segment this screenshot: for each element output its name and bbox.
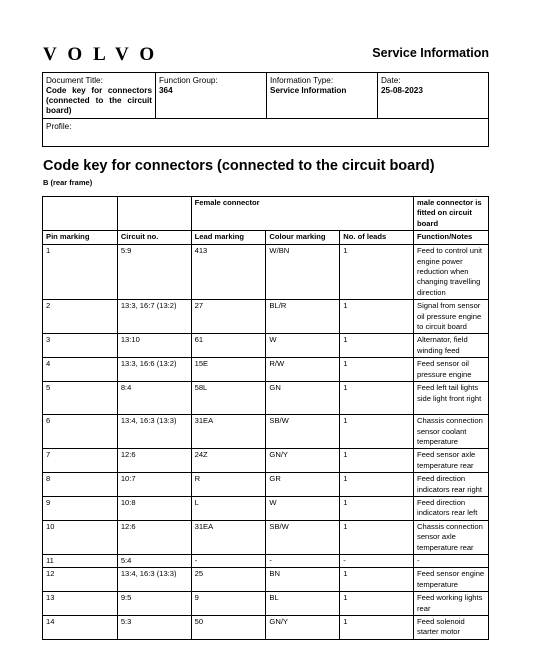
table-cell: W/BN [266,245,340,300]
service-information-heading: Service Information [372,46,489,60]
table-cell: - [414,554,489,567]
table-cell: 9 [191,592,266,616]
table-cell: Feed left tail lights side light front right [414,382,489,415]
table-row [43,334,489,358]
table-cell: 2 [43,300,118,334]
table-cell: 1 [340,592,414,616]
column-header: Function/Notes [414,231,489,245]
document-info-box [42,72,489,147]
group-header-empty [43,197,118,231]
table-row [43,554,489,567]
table-cell: BL/R [266,300,340,334]
table-cell: 31EA [191,520,266,554]
function-group-label: Function Group: [159,76,218,85]
column-header: Circuit no. [117,231,191,245]
document-title-label: Document Title: [46,76,103,85]
table-cell: BN [266,568,340,592]
table-cell: SB/W [266,415,340,449]
table-cell: 13 [43,592,118,616]
table-cell: 3 [43,334,118,358]
table-cell: 1 [340,382,414,415]
table-cell: 1 [340,245,414,300]
table-cell: - [340,554,414,567]
column-header: No. of leads [340,231,414,245]
info-row [43,73,488,119]
table-cell: GN [266,382,340,415]
table-cell: Feed to control unit engine power reduction when changing travelling direction [414,245,489,300]
information-type-cell [266,73,377,118]
table-cell: Chassis connection sensor axle temperature rear [414,520,489,554]
table-cell: 5:4 [117,554,191,567]
table-row [43,382,489,415]
table-cell: 8 [43,473,118,497]
table-cell: R [191,473,266,497]
table-cell: 13:4, 16:3 (13:3) [117,415,191,449]
table-cell: W [266,496,340,520]
function-group-value: 364 [159,86,173,95]
column-header: Colour marking [266,231,340,245]
column-header: Pin marking [43,231,118,245]
volvo-logo: VOLVO [43,44,166,65]
table-cell: GR [266,473,340,497]
column-header: Lead marking [191,231,266,245]
table-row [43,592,489,616]
male-connector-header: male connector is fitted on circuit board [414,197,489,231]
table-cell: 27 [191,300,266,334]
table-cell: 1 [340,449,414,473]
table-cell: 1 [340,616,414,640]
table-cell: Feed direction indicators rear right [414,473,489,497]
table-row [43,358,489,382]
page-subtitle: B (rear frame) [43,178,93,187]
table-cell: 1 [340,473,414,497]
table-row [43,473,489,497]
table-cell: 15E [191,358,266,382]
table-cell: 1 [340,520,414,554]
table-cell: 12:6 [117,449,191,473]
group-header-empty [117,197,191,231]
table-cell: 10:7 [117,473,191,497]
table-cell: 11 [43,554,118,567]
group-header-row [43,197,489,231]
table-row [43,300,489,334]
table-cell: 1 [340,415,414,449]
table-cell: 13:10 [117,334,191,358]
table-cell: Feed direction indicators rear left [414,496,489,520]
table-cell: Feed sensor oil pressure engine [414,358,489,382]
table-cell: 25 [191,568,266,592]
function-group-cell [155,73,266,118]
information-type-value: Service Information [270,86,347,95]
table-cell: Feed sensor axle temperature rear [414,449,489,473]
column-header-row [43,231,489,245]
table-cell: Feed solenoid starter motor [414,616,489,640]
table-cell: 13:3, 16:7 (13:2) [117,300,191,334]
table-cell: Chassis connection sensor coolant temperature [414,415,489,449]
table-cell: 1 [340,334,414,358]
table-cell: 13:4, 16:3 (13:3) [117,568,191,592]
table-cell: SB/W [266,520,340,554]
table-cell: - [266,554,340,567]
table-cell: GN/Y [266,616,340,640]
table-cell: 10:8 [117,496,191,520]
table-cell: 10 [43,520,118,554]
table-cell: Signal from sensor oil pressure engine to circuit board [414,300,489,334]
table-cell: 1 [340,300,414,334]
table-cell: 1 [43,245,118,300]
page-title: Code key for connectors (connected to the circuit board) [43,158,435,174]
profile-label: Profile: [46,122,72,131]
table-cell: 4 [43,358,118,382]
table-cell: GN/Y [266,449,340,473]
connector-code-table [42,196,489,640]
table-cell: 5 [43,382,118,415]
table-cell: Alternator, field winding feed [414,334,489,358]
table-row [43,415,489,449]
table-cell: 14 [43,616,118,640]
table-cell: 8:4 [117,382,191,415]
table-cell: 9 [43,496,118,520]
table-cell: Feed sensor engine temperature [414,568,489,592]
table-cell: 5:9 [117,245,191,300]
table-cell: 61 [191,334,266,358]
table-cell: 24Z [191,449,266,473]
table-cell: 1 [340,568,414,592]
table-cell: 50 [191,616,266,640]
table-cell: 5:3 [117,616,191,640]
date-label: Date: [381,76,401,85]
table-cell: 13:3, 16:6 (13:2) [117,358,191,382]
table-cell: 6 [43,415,118,449]
information-type-label: Information Type: [270,76,334,85]
table-cell: 1 [340,358,414,382]
table-row [43,568,489,592]
table-cell: L [191,496,266,520]
table-cell: 413 [191,245,266,300]
female-connector-header: Female connector [191,197,413,231]
table-cell: - [191,554,266,567]
table-cell: 1 [340,496,414,520]
document-title-value: Code key for connectors (connected to the circuit board) [46,86,152,115]
table-cell: 12:6 [117,520,191,554]
table-row [43,449,489,473]
table-cell: 58L [191,382,266,415]
table-row [43,616,489,640]
table-body [43,245,489,640]
table-cell: 9:5 [117,592,191,616]
date-cell [377,73,488,118]
table-cell: R/W [266,358,340,382]
table-cell: 12 [43,568,118,592]
table-cell: 7 [43,449,118,473]
document-title-cell [43,73,155,118]
table-cell: BL [266,592,340,616]
table-cell: W [266,334,340,358]
table-cell: 31EA [191,415,266,449]
table-cell: Feed working lights rear [414,592,489,616]
date-value: 25-08-2023 [381,86,423,95]
table-row [43,496,489,520]
table-row [43,245,489,300]
table-row [43,520,489,554]
